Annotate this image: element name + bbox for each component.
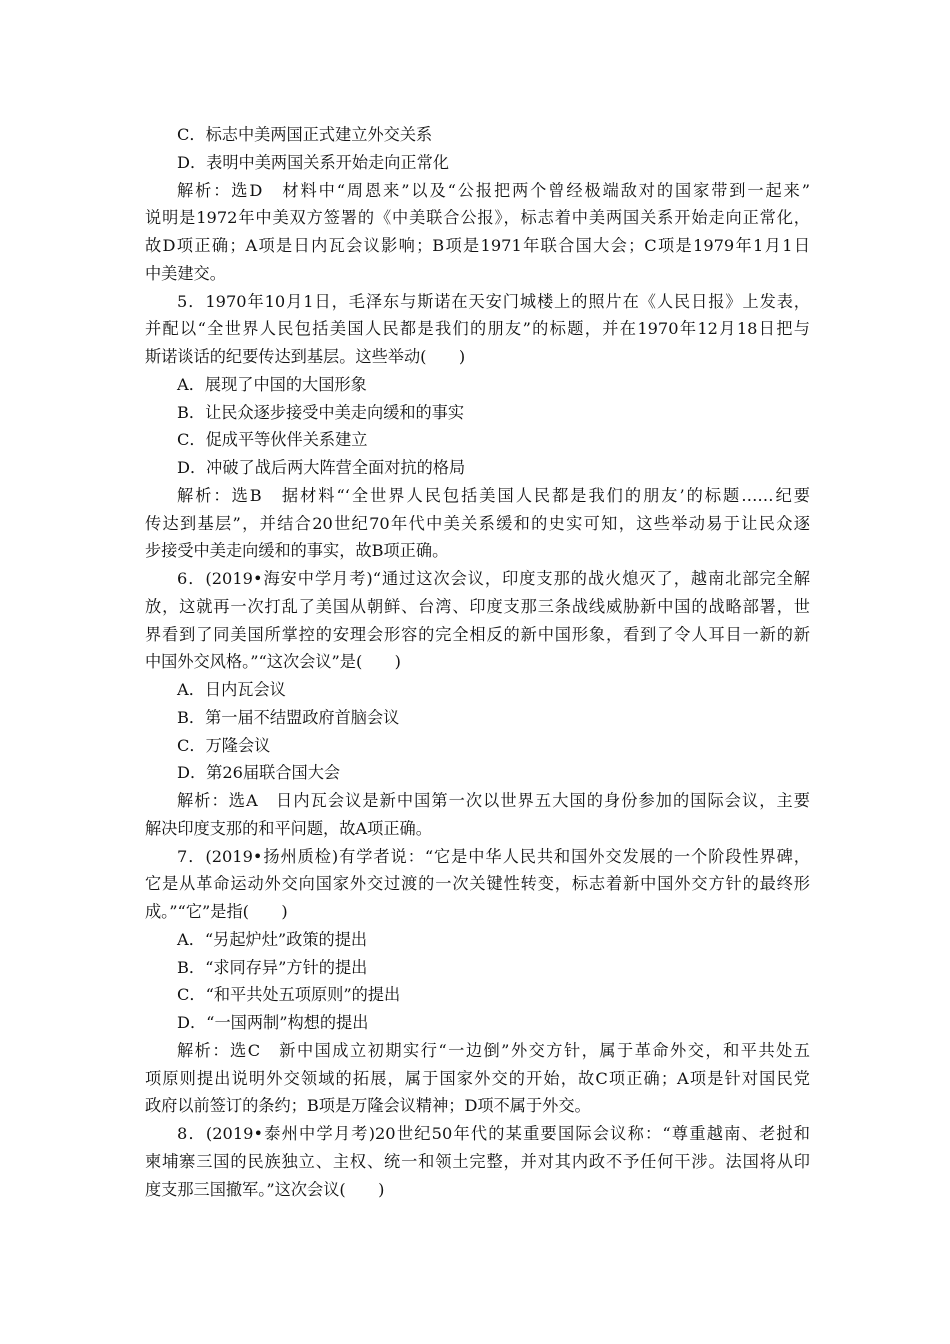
text-line: D．冲破了战后两大阵营全面对抗的格局 <box>177 458 466 477</box>
text-line: A．日内瓦会议 <box>177 680 286 699</box>
text-line: D．“一国两制”构想的提出 <box>177 1013 369 1032</box>
text-line: 传达到基层”，并结合20世纪70年代中美关系缓和的史实可知，这些举动易于让民众逐 <box>145 513 810 533</box>
text-line: 政府以前签订的条约；B项是万隆会议精神；D项不属于外交。 <box>145 1096 591 1116</box>
text-line: 并配以“全世界人民包括美国人民都是我们的朋友”的标题，并在1970年12月18日把与 <box>145 319 810 339</box>
text-line: B．第一届不结盟政府首脑会议 <box>177 707 400 727</box>
text-line: 8．(2019•泰州中学月考)20世纪50年代的某重要国际会议称：“尊重越南、老挝和 <box>177 1124 810 1143</box>
text-line: C．万隆会议 <box>177 735 271 755</box>
text-line: 解析：选C 新中国成立初期实行“一边倒”外交方针，属于革命外交，和平共处五 <box>177 1040 810 1060</box>
text-line: 说明是1972年中美双方签署的《中美联合公报》，标志着中美两国关系开始走向正常化， <box>145 208 810 228</box>
text-line: 柬埔寨三国的民族独立、主权、统一和领土完整，并对其内政不予任何干涉。法国将从印 <box>145 1151 810 1171</box>
text-line: 6．(2019•海安中学月考)“通过这次会议，印度支那的战火熄灭了，越南北部完全解 <box>177 569 810 588</box>
text-line: C．“和平共处五项原则”的提出 <box>177 985 401 1005</box>
text-line: 中国外交风格。”“这次会议”是( ) <box>145 652 401 672</box>
text-line: A．“另起炉灶”政策的提出 <box>177 929 368 949</box>
text-line: B．让民众逐步接受中美走向缓和的事实 <box>177 402 465 422</box>
text-line: 解析：选B 据材料“‘全世界人民包括美国人民都是我们的朋友’的标题……纪要 <box>177 485 810 505</box>
text-line: 步接受中美走向缓和的事实，故B项正确。 <box>145 541 449 561</box>
text-line: C．标志中美两国正式建立外交关系 <box>177 125 433 144</box>
text-line: 它是从革命运动外交向国家外交过渡的一次关键性转变，标志着新中国外交方针的最终形 <box>145 874 810 894</box>
text-line: D．表明中美两国关系开始走向正常化 <box>177 152 449 172</box>
text-line: 解析：选D 材料中“周恩来”以及“公报把两个曾经极端敌对的国家带到一起来” <box>177 180 810 200</box>
text-line: 度支那三国撤军。”这次会议( ) <box>145 1179 385 1199</box>
text-line: 中美建交。 <box>145 263 226 283</box>
text-line: 斯诺谈话的纪要传达到基层。这些举动( ) <box>145 347 466 366</box>
document-body <box>145 121 810 1203</box>
text-line: 项原则提出说明外交领域的拓展，属于国家外交的开始，故C项正确；A项是针对国民党 <box>145 1068 810 1088</box>
text-line: 成。”“它”是指( ) <box>145 902 288 921</box>
text-line: 解析：选A 日内瓦会议是新中国第一次以世界五大国的身份参加的国际会议，主要 <box>177 791 810 810</box>
text-line: D．第26届联合国大会 <box>177 763 341 783</box>
text-line: 故D项正确；A项是日内瓦会议影响；B项是1971年联合国大会；C项是1979年1月1日 <box>145 236 810 255</box>
text-line: 放，这就再一次打乱了美国从朝鲜、台湾、印度支那三条战线威胁新中国的战略部署，世 <box>145 596 810 616</box>
text-line: A．展现了中国的大国形象 <box>177 374 367 394</box>
text-line: B．“求同存异”方针的提出 <box>177 957 368 977</box>
text-line: 解决印度支那的和平问题，故A项正确。 <box>145 818 432 838</box>
text-line: 界看到了同美国所掌控的安理会形容的完全相反的新中国形象，看到了令人耳目一新的新 <box>145 624 810 644</box>
text-line: C．促成平等伙伴关系建立 <box>177 430 368 450</box>
text-line: 7．(2019•扬州质检)有学者说：“它是中华人民共和国外交发展的一个阶段性界碑， <box>177 846 810 866</box>
text-line: 5．1970年10月1日，毛泽东与斯诺在天安门城楼上的照片在《人民日报》上发表， <box>177 291 810 311</box>
